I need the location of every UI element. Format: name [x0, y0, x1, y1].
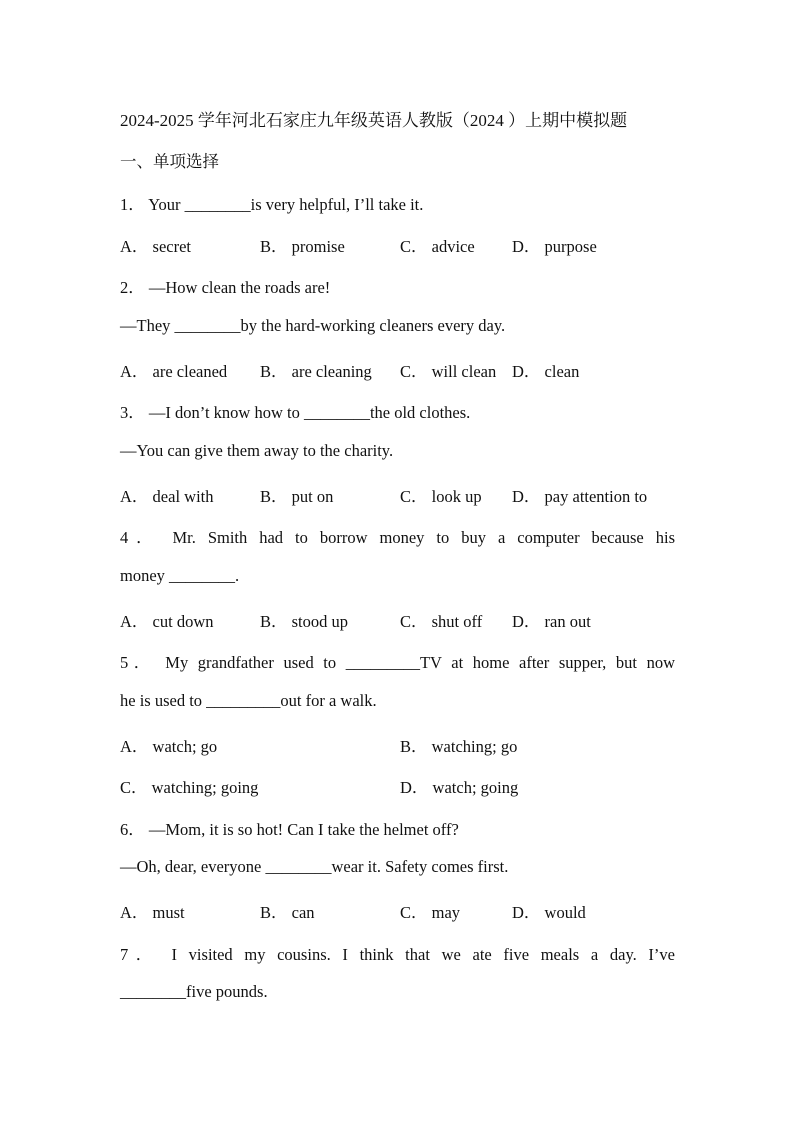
question-2-stem: 2． —How clean the roads are!	[120, 278, 331, 297]
option-b: B． put on	[260, 487, 334, 506]
question-2-stem-2: —They ________by the hard-working cleaners every day.	[120, 316, 506, 335]
option-c: C． shut off	[400, 612, 483, 631]
question-7-stem: 7． I visited my cousins. I think that we ate five meals a day. I’ve	[120, 945, 675, 964]
option-b: B． stood up	[260, 612, 349, 631]
option-c: C． look up	[400, 487, 482, 506]
option-c: C． watching; going	[120, 778, 259, 797]
question-3-stem-2: —You can give them away to the charity.	[120, 441, 394, 460]
question-7-stem-2: ________five pounds.	[120, 982, 268, 1001]
question-4-stem: 4． Mr. Smith had to borrow money to buy a computer because his	[120, 528, 675, 547]
option-d: D． purpose	[512, 237, 597, 256]
option-a: A． deal with	[120, 487, 214, 506]
question-3-stem: 3． —I don’t know how to ________the old clothes.	[120, 403, 471, 422]
question-6-stem: 6． —Mom, it is so hot! Can I take the helmet off?	[120, 820, 459, 839]
option-b: B． watching; go	[400, 737, 518, 756]
question-4-stem-2: money ________.	[120, 566, 240, 585]
option-d: D． watch; going	[400, 778, 519, 797]
option-a: A． cut down	[120, 612, 214, 631]
option-b: B． can	[260, 903, 315, 922]
document-title: 2024-2025 学年河北石家庄九年级英语人教版（2024 ）上期中模拟题	[120, 111, 628, 130]
section-heading: 一、单项选择	[120, 152, 219, 171]
option-b: B． promise	[260, 237, 345, 256]
question-1-stem: 1． Your ________is very helpful, I’ll take it.	[120, 195, 424, 214]
question-6-stem-2: —Oh, dear, everyone ________wear it. Safety comes first.	[120, 857, 509, 876]
option-a: A． are cleaned	[120, 362, 228, 381]
question-5-stem: 5． My grandfather used to _________TV at home after supper, but now	[120, 653, 675, 672]
option-d: D． clean	[512, 362, 580, 381]
option-d: D． ran out	[512, 612, 591, 631]
option-a: A． secret	[120, 237, 192, 256]
option-c: C． may	[400, 903, 461, 922]
question-5-stem-2: he is used to _________out for a walk.	[120, 691, 377, 710]
option-b: B． are cleaning	[260, 362, 372, 381]
option-a: A． watch; go	[120, 737, 218, 756]
option-a: A． must	[120, 903, 185, 922]
option-c: C． will clean	[400, 362, 497, 381]
option-d: D． would	[512, 903, 586, 922]
option-d: D． pay attention to	[512, 487, 648, 506]
option-c: C． advice	[400, 237, 475, 256]
